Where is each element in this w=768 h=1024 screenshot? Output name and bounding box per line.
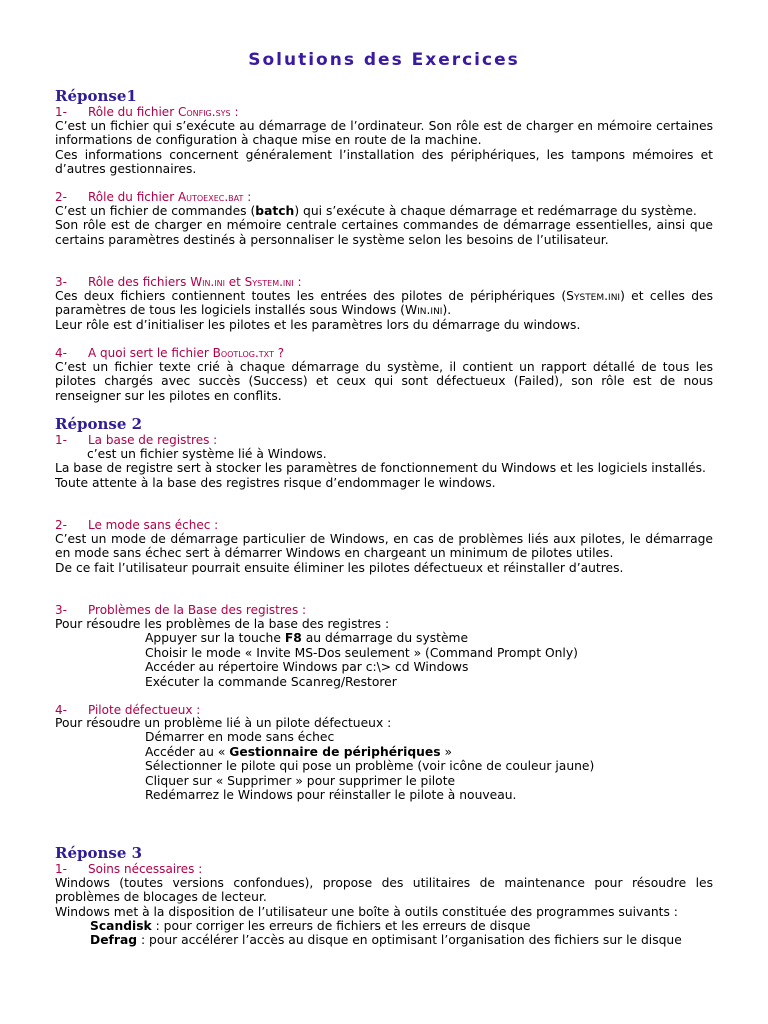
tools-list (82, 919, 713, 948)
question-number: 3- (55, 603, 67, 617)
question-1-1 (55, 105, 238, 119)
answer-1-4 (55, 360, 713, 403)
list-item: Sélectionner le pilote qui pose un problème (voir icône de couleur jaune) (145, 759, 595, 773)
list-item: Choisir le mode « Invite MS-Dos seulement » (Command Prompt Only) (145, 645, 578, 660)
file-name: System.ini (566, 289, 621, 303)
text: Ces deux fichiers contiennent toutes les entrées des pilotes de périphériques ( (55, 289, 567, 303)
question-2-2 (55, 518, 218, 532)
list-item (82, 933, 713, 947)
bold-text: Defrag (90, 933, 138, 948)
file-name: Win.ini (190, 275, 225, 289)
question-label: Problèmes de la Base des registres : (88, 603, 307, 617)
question-number: 1- (55, 433, 67, 447)
question-1-3 (55, 275, 301, 289)
file-name: Win.ini (404, 303, 443, 318)
question-end: : (230, 105, 239, 119)
question-label: Rôle du fichier (88, 190, 178, 204)
question-end: ? (273, 346, 285, 360)
question-label: A quoi sert le fichier (88, 346, 213, 360)
question-label: La base de registres : (88, 433, 218, 447)
file-name: System.ini (244, 275, 294, 289)
bold-text: batch (255, 204, 295, 218)
paragraph (55, 289, 713, 318)
text: ) qui s’exécute à chaque démarrage et redémarrage du système. (294, 204, 697, 218)
question-label: Pilote défectueux : (88, 703, 201, 717)
question-end: : (293, 275, 302, 289)
paragraph: C’est un fichier texte crié à chaque démarrage du système, il contient un rapport détallé de tous les pilotes chargés avec succès (Success) et ceux qui sont défectueux (Failed), son rôle est de nous renseigner sur les pilotes en conflits. (55, 360, 713, 403)
paragraph: Windows met à la disposition de l’utilisateur une boîte à outils constituée des programmes suivants : (55, 904, 678, 919)
answer-3-1 (55, 876, 713, 919)
bold-text: Scandisk (90, 919, 152, 933)
list-item (145, 745, 594, 760)
paragraph: C’est un fichier qui s’exécute au démarrage de l’ordinateur. Son rôle est de charger en mémoire certaines informations de configuration à chaque mise en route de la machine. (55, 119, 713, 148)
list-item: Cliquer sur « Supprimer » pour supprimer le pilote (145, 773, 456, 788)
question-end: : (243, 190, 252, 204)
answer-1-1 (55, 119, 713, 176)
list-item (145, 631, 578, 646)
question-number: 1- (55, 862, 67, 876)
question-1-4 (55, 346, 284, 360)
paragraph: De ce fait l’utilisateur pourrait ensuite éliminer les pilotes défectueux et réinstaller d’autres. (55, 560, 624, 575)
question-2-3 (55, 603, 306, 617)
steps-2-3 (145, 631, 578, 689)
text: : pour accélérer l’accès au disque en optimisant l’organisation des fichiers sur le disque (137, 933, 682, 948)
question-2-1 (55, 433, 217, 447)
question-label: Soins nécessaires : (88, 862, 203, 876)
answer-2-2 (55, 532, 713, 575)
list-item: Redémarrez le Windows pour réinstaller le pilote à nouveau. (145, 788, 517, 802)
question-number: 1- (55, 105, 67, 119)
paragraph: Ces informations concernent généralement l’installation des périphériques, les tampons mémoires et d’autres gestionnaires. (55, 147, 713, 176)
text: et (224, 275, 245, 289)
text: ) et celles des paramètres de tous les logiciels installés sous Windows ( (55, 289, 714, 318)
text: ). (442, 303, 452, 318)
list-item (82, 919, 713, 933)
question-label: Le mode sans échec : (88, 518, 219, 532)
paragraph: Toute attente à la base des registres risque d’endommager le windows. (55, 475, 496, 490)
paragraph: C’est un mode de démarrage particulier de Windows, en cas de problèmes liés aux pilotes, le démarrage en mode sans échec sert à démarrer Windows en chargeant un minimum de pilotes utiles. (55, 532, 713, 561)
paragraph (55, 204, 713, 218)
text: » (440, 744, 452, 759)
text: C’est un fichier de commandes ( (55, 204, 256, 218)
paragraph: Leur rôle est d’initialiser les pilotes et les paramètres lors du démarrage du windows. (55, 317, 581, 332)
question-label: Rôle du fichier (88, 105, 178, 119)
answer-2-3-intro: Pour résoudre les problèmes de la base des registres : (55, 617, 390, 631)
paragraph: Son rôle est de charger en mémoire centrale certaines commandes de démarrage essentielles, ainsi que certains paramètres destinés à personnaliser le système selon les besoins de l’utilisateur. (55, 218, 713, 247)
bold-text: F8 (284, 631, 302, 645)
file-name: Autoexec.bat (177, 190, 244, 204)
answer-1-3 (55, 289, 713, 332)
answer-1-2 (55, 204, 713, 247)
paragraph: La base de registre sert à stocker les paramètres de fonctionnement du Windows et les logiciels installés. (55, 461, 706, 476)
question-2-4 (55, 703, 200, 717)
list-item: Accéder au répertoire Windows par c:\> cd Windows (145, 660, 469, 674)
steps-2-4 (145, 730, 594, 803)
question-number: 4- (55, 703, 67, 717)
list-item: Exécuter la commande Scanreg/Restorer (145, 674, 397, 689)
text: Appuyer sur la touche (145, 631, 285, 645)
file-name: Bootlog.txt (212, 346, 274, 360)
question-1-2 (55, 190, 251, 204)
page-title: Solutions des Exercices (248, 50, 520, 70)
paragraph: c’est un fichier système lié à Windows. (87, 447, 327, 461)
text: : pour corriger les erreurs de fichiers et les erreurs de disque (151, 919, 531, 933)
file-name: Config.sys (177, 105, 231, 119)
answer-2-4-intro: Pour résoudre un problème lié à un pilote défectueux : (55, 716, 392, 730)
question-label: Rôle des fichiers (88, 275, 191, 289)
heading-reponse-1: Réponse1 (55, 87, 137, 105)
answer-2-1 (55, 447, 713, 490)
paragraph: Windows (toutes versions confondues), propose des utilitaires de maintenance pour résoudre les problèmes de blocages de lecteur. (55, 876, 713, 905)
heading-reponse-3: Réponse 3 (55, 844, 143, 862)
question-number: 2- (55, 190, 67, 204)
question-3-1 (55, 862, 202, 876)
text: Accéder au « (145, 744, 230, 759)
bold-text: Gestionnaire de périphériques (229, 744, 441, 759)
question-number: 3- (55, 275, 67, 289)
question-number: 2- (55, 518, 67, 532)
list-item: Démarrer en mode sans échec (145, 730, 335, 744)
text: au démarrage du système (301, 631, 469, 645)
question-number: 4- (55, 346, 67, 360)
heading-reponse-2: Réponse 2 (55, 415, 143, 433)
